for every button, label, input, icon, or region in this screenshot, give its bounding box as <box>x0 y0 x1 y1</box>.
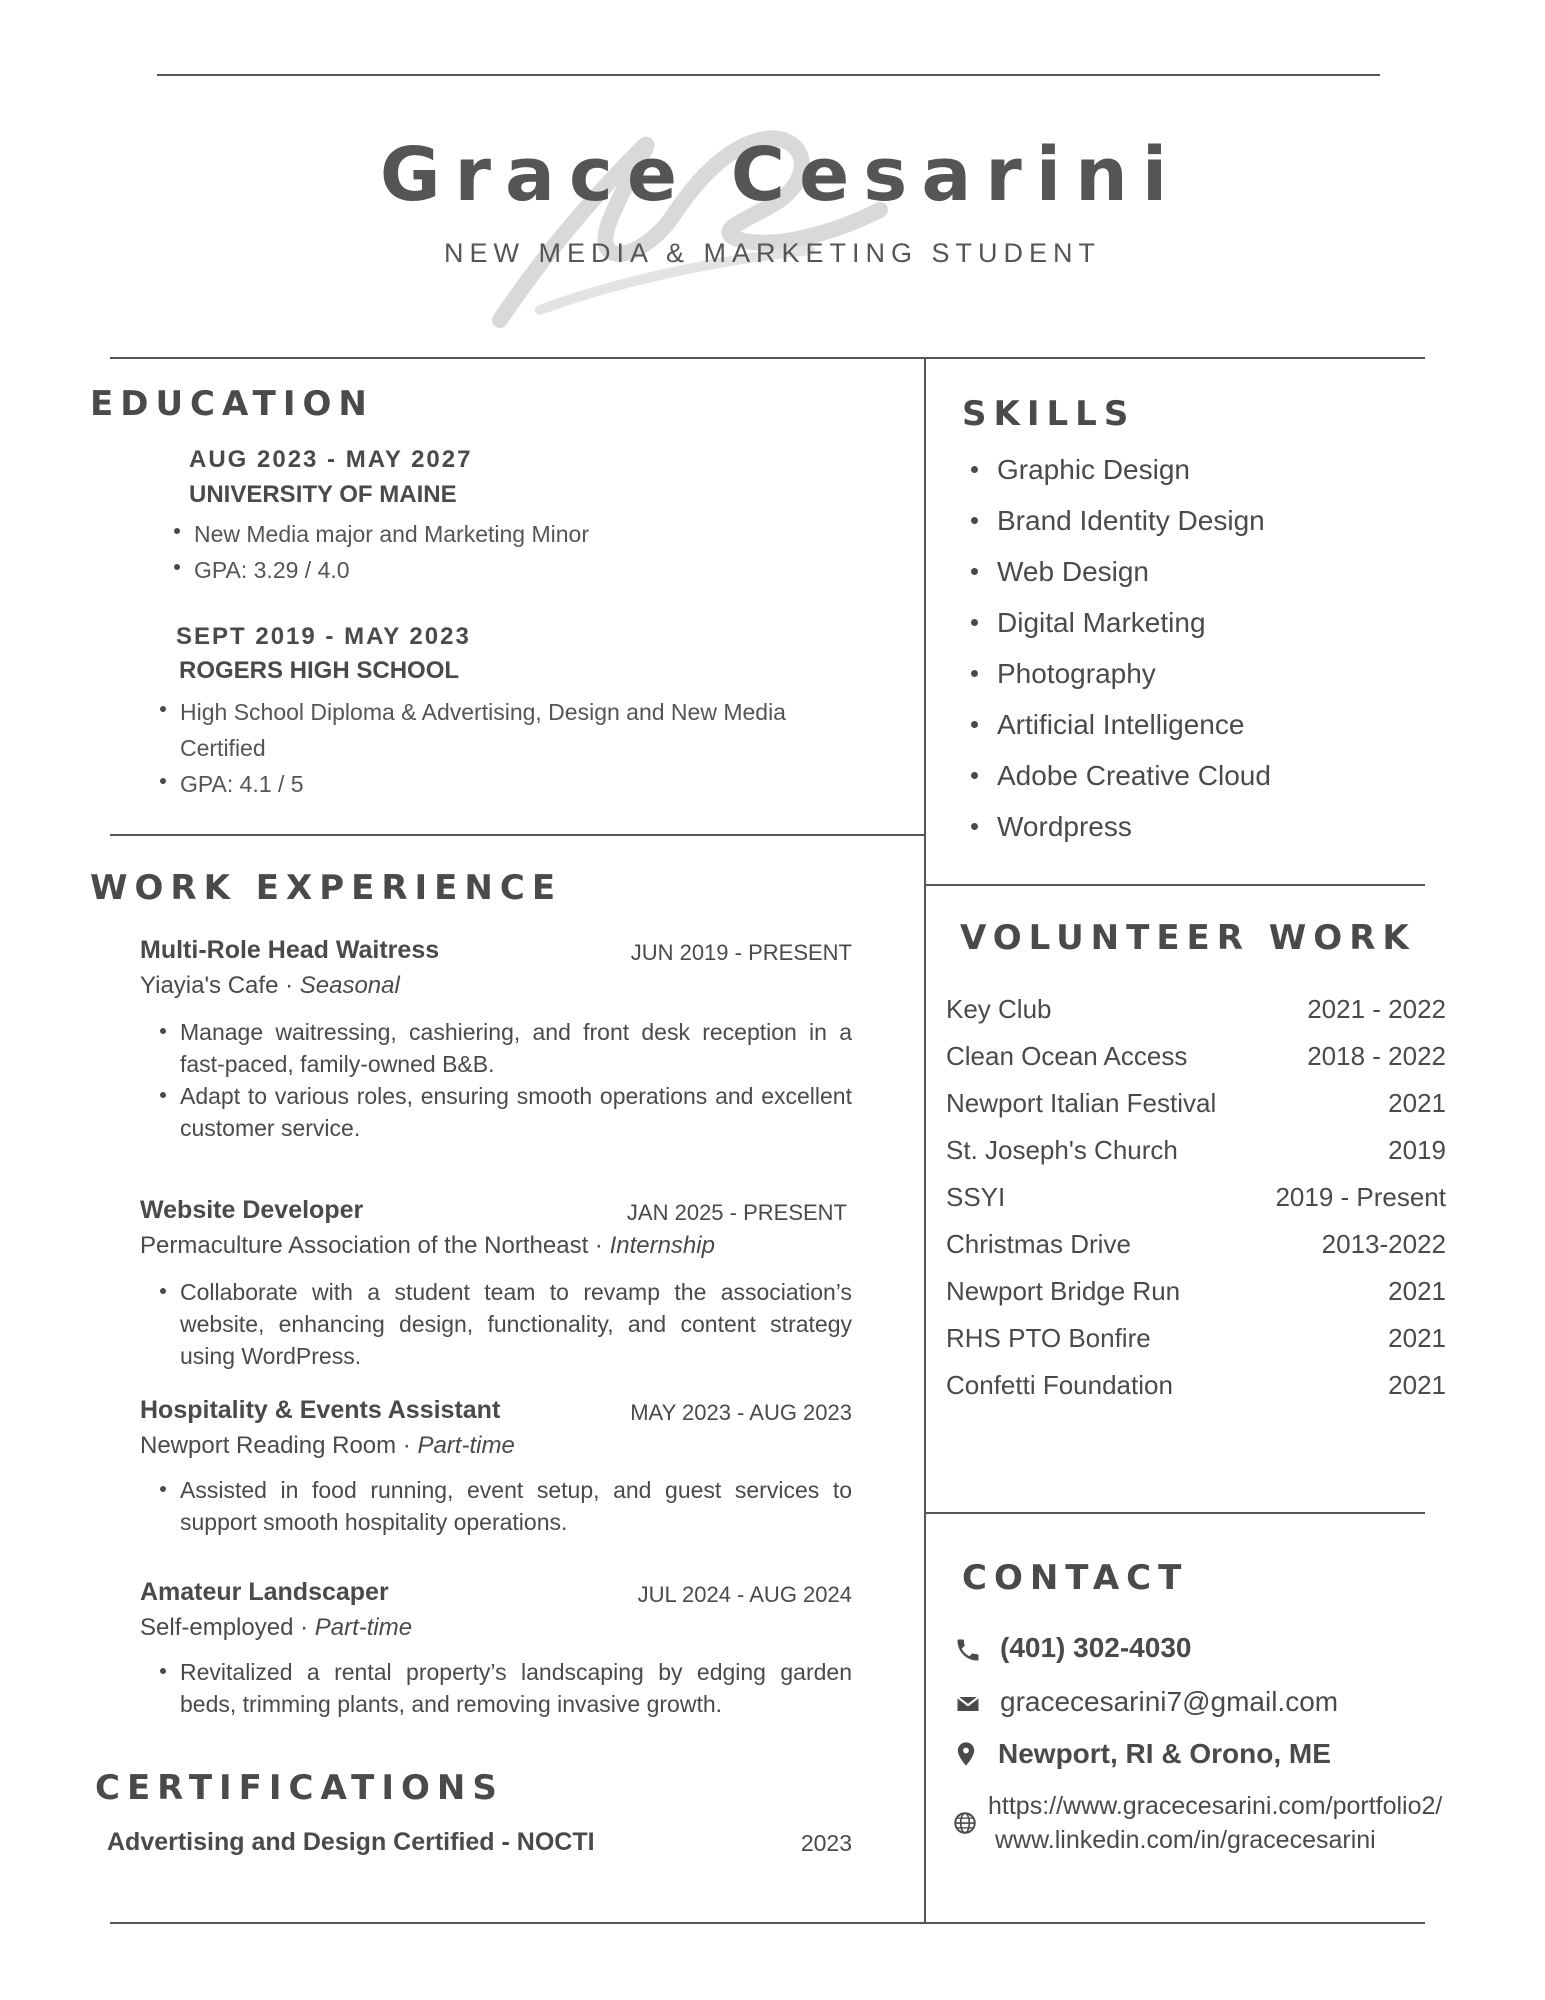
skills-heading: SKILLS <box>962 394 1136 434</box>
volunteer-row <box>946 1182 1446 1222</box>
job-title-2: Website Developer <box>140 1196 364 1224</box>
job-org-name: Newport Reading Room <box>140 1432 397 1459</box>
skills-list <box>997 444 1397 852</box>
list-item: Assisted in food running, event setup, and guest services to support smooth hospitality operations. <box>180 1474 852 1538</box>
work-heading: WORK EXPERIENCE <box>90 868 563 908</box>
job-org-name: Yiayia's Cafe <box>140 972 279 999</box>
top-rule <box>157 74 1380 76</box>
candidate-title: NEW MEDIA & MARKETING STUDENT <box>443 238 1102 268</box>
column-divider <box>924 357 926 1924</box>
job-org-4: Self-employed · Part-time <box>140 1614 413 1641</box>
volunteer-name: Newport Italian Festival <box>946 1088 1217 1118</box>
list-item: GPA: 3.29 / 4.0 <box>194 552 834 588</box>
edu-bullets-2 <box>180 694 820 802</box>
volunteer-row <box>946 1135 1446 1175</box>
list-item: New Media major and Marketing Minor <box>194 516 834 552</box>
volunteer-years: 2019 <box>1388 1135 1446 1165</box>
volunteer-years: 2021 <box>1388 1276 1446 1306</box>
list-item: Graphic Design <box>997 444 1397 495</box>
volunteer-name: Key Club <box>946 994 1052 1024</box>
volunteer-years: 2021 - 2022 <box>1307 994 1446 1024</box>
edu-dates-1: AUG 2023 - MAY 2027 <box>189 446 473 473</box>
edu-bullets-1 <box>194 516 834 588</box>
list-item: Brand Identity Design <box>997 495 1397 546</box>
job-title-4: Amateur Landscaper <box>140 1578 389 1606</box>
linkedin-link[interactable]: www.linkedin.com/in/gracecesarini <box>995 1826 1376 1854</box>
volunteer-row <box>946 1088 1446 1128</box>
volunteer-name: Newport Bridge Run <box>946 1276 1181 1306</box>
volunteer-years: 2013-2022 <box>1321 1229 1446 1259</box>
list-item: Wordpress <box>997 801 1397 852</box>
volunteer-name: RHS PTO Bonfire <box>946 1323 1151 1353</box>
job-bullets-3 <box>180 1474 852 1538</box>
list-item: Adapt to various roles, ensuring smooth operations and excellent customer service. <box>180 1080 852 1144</box>
phone-number[interactable]: (401) 302-4030 <box>1000 1632 1192 1663</box>
job-dates-4: JUL 2024 - AUG 2024 <box>637 1582 852 1607</box>
map-pin-icon <box>952 1740 980 1768</box>
candidate-name: Grace Cesarini <box>379 132 1182 218</box>
volunteer-name: SSYI <box>946 1182 1006 1212</box>
education-heading: EDUCATION <box>90 384 374 424</box>
volunteer-row <box>946 1276 1446 1316</box>
list-item: High School Diploma & Advertising, Design and New Media Certified <box>180 694 820 766</box>
portfolio-link[interactable]: https://www.gracecesarini.com/portfolio2/ <box>988 1792 1443 1820</box>
volunteer-name: Clean Ocean Access <box>946 1041 1188 1071</box>
job-dates-3: MAY 2023 - AUG 2023 <box>630 1400 852 1425</box>
header-divider <box>110 357 1425 359</box>
envelope-icon <box>954 1690 982 1718</box>
volunteer-years: 2019 - Present <box>1275 1182 1446 1212</box>
volunteer-row <box>946 1229 1446 1269</box>
skills-divider <box>924 884 1425 886</box>
edu-school-1: UNIVERSITY OF MAINE <box>189 481 457 508</box>
job-type: Part-time <box>417 1432 515 1459</box>
bottom-rule <box>110 1922 1425 1924</box>
volunteer-years: 2018 - 2022 <box>1307 1041 1446 1071</box>
location: Newport, RI & Orono, ME <box>998 1738 1331 1769</box>
volunteer-years: 2021 <box>1388 1088 1446 1118</box>
job-type: Part-time <box>314 1614 413 1641</box>
list-item: Artificial Intelligence <box>997 699 1397 750</box>
job-org-name: Permaculture Association of the Northeast <box>140 1232 589 1259</box>
job-title-1: Multi-Role Head Waitress <box>140 936 440 964</box>
job-org-name: Self-employed <box>140 1614 294 1641</box>
list-item: Revitalized a rental property’s landscaping by edging garden beds, trimming plants, and removing invasive growth. <box>180 1656 852 1720</box>
volunteer-row <box>946 1370 1446 1410</box>
job-bullets-1 <box>180 1016 852 1144</box>
list-item: Collaborate with a student team to revamp the association’s website, enhancing design, functionality, and content strategy using WordPress. <box>180 1276 852 1372</box>
job-title-3: Hospitality & Events Assistant <box>140 1396 501 1424</box>
phone-icon <box>954 1636 982 1664</box>
volunteer-years: 2021 <box>1388 1323 1446 1353</box>
job-bullets-4 <box>180 1656 852 1720</box>
job-type: Seasonal <box>299 972 400 999</box>
volunteer-heading: VOLUNTEER WORK <box>960 918 1416 958</box>
cert-year: 2023 <box>800 1830 852 1856</box>
list-item: Web Design <box>997 546 1397 597</box>
volunteer-name: St. Joseph's Church <box>946 1135 1178 1165</box>
job-org-1: Yiayia's Cafe · Seasonal <box>140 972 400 999</box>
certifications-heading: CERTIFICATIONS <box>95 1768 504 1808</box>
volunteer-row <box>946 1041 1446 1081</box>
volunteer-row <box>946 1323 1446 1363</box>
job-dates-2: JAN 2025 - PRESENT <box>626 1200 847 1225</box>
volunteer-years: 2021 <box>1388 1370 1446 1400</box>
edu-school-2: ROGERS HIGH SCHOOL <box>179 657 460 684</box>
list-item: Photography <box>997 648 1397 699</box>
list-item: Adobe Creative Cloud <box>997 750 1397 801</box>
volunteer-name: Confetti Foundation <box>946 1370 1173 1400</box>
edu-dates-2: SEPT 2019 - MAY 2023 <box>176 623 471 650</box>
job-bullets-2 <box>180 1276 852 1372</box>
job-org-3: Newport Reading Room · Part-time <box>140 1432 515 1459</box>
list-item: GPA: 4.1 / 5 <box>180 766 820 802</box>
contact-heading: CONTACT <box>962 1558 1189 1598</box>
volunteer-divider <box>924 1512 1425 1514</box>
cert-name: Advertising and Design Certified - NOCTI <box>107 1828 595 1856</box>
list-item: Manage waitressing, cashiering, and front desk reception in a fast-paced, family-owned B&B. <box>180 1016 852 1080</box>
email-link[interactable]: gracecesarini7@gmail.com <box>1000 1686 1339 1717</box>
list-item: Digital Marketing <box>997 597 1397 648</box>
volunteer-name: Christmas Drive <box>946 1229 1131 1259</box>
volunteer-row <box>946 994 1446 1034</box>
job-dates-1: JUN 2019 - PRESENT <box>630 940 852 965</box>
job-type: Internship <box>609 1232 715 1259</box>
job-org-2: Permaculture Association of the Northeast · Internship <box>140 1232 715 1259</box>
globe-icon <box>952 1810 978 1836</box>
education-divider <box>110 834 924 836</box>
